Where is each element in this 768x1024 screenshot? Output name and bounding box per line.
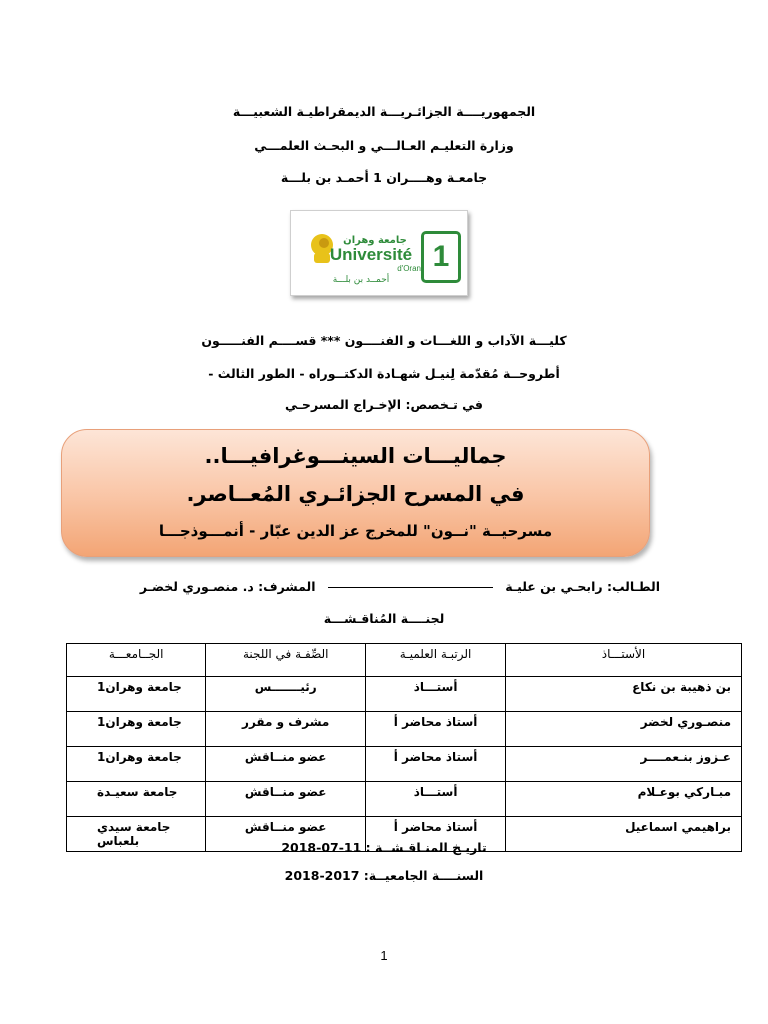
- cell-rank: أستاذ محاضر أ: [366, 712, 506, 747]
- cell-role: مشرف و مقرر: [206, 712, 366, 747]
- title-line-2: في المسرح الجزائـري المُعــاصر.: [186, 482, 525, 506]
- cell-university: جامعة وهران1: [67, 677, 206, 712]
- cell-role: عضو منــاقش: [206, 782, 366, 817]
- header-university: الجــامعـــة: [67, 644, 206, 677]
- table-row: [67, 677, 742, 712]
- cell-university: جامعة وهران1: [67, 747, 206, 782]
- table-row: [67, 747, 742, 782]
- logo-city: d'Oran: [397, 264, 421, 273]
- title-line-1: جماليـــات السينـــوغرافيـــا..: [204, 444, 507, 468]
- table-row: [67, 782, 742, 817]
- logo-founder-name: أحمــد بن بلـــة: [332, 275, 390, 285]
- thesis-title-box: [61, 429, 650, 557]
- header-rank: الرتبـة العلميـة: [366, 644, 506, 677]
- logo-arabic-name: جامعة وهران: [343, 235, 407, 246]
- student-supervisor-line: [100, 579, 660, 594]
- cell-university: جامعة سعيـدة: [67, 782, 206, 817]
- title-line-3: مسرحيــة "نــون" للمخرج عز الدين عبّار - أنمـــوذجـــا: [158, 522, 553, 540]
- cell-role: عضو منــاقش: [206, 747, 366, 782]
- specialty-line: في تـخصص: الإخـراج المسرحـي: [285, 397, 483, 412]
- logo-number: 1: [421, 231, 461, 283]
- student-name: رابحـي بن عليـة: [505, 579, 603, 594]
- committee-title: لجنــــة المُناقـشـــة: [323, 611, 445, 626]
- university-logo: [290, 210, 468, 296]
- academic-year: السنــــة الجامعيــة: 2017-2018: [284, 868, 484, 883]
- cell-rank: أستاذ محاضر أ: [366, 747, 506, 782]
- cell-rank: أستاذ محاضر أ: [366, 817, 506, 852]
- republic-line: الجمهوريــــة الجزائـريـــة الديمقراطيـة الشعبيـــة: [232, 104, 536, 119]
- page-number: 1: [380, 948, 388, 963]
- cell-university: جامعة سيدي بلعباس: [67, 817, 206, 852]
- cell-professor: مبـاركي بوعـلام: [506, 782, 742, 817]
- jury-table: [66, 643, 742, 852]
- faculty-line: كليـــة الآداب و اللغـــات و الفنــــون *** قســــم الفنـــــون: [201, 333, 567, 348]
- supervisor-label: المشرف:: [258, 579, 316, 594]
- university-line: جامعـة وهــــران 1 أحمـد بن بلـــة: [280, 170, 488, 185]
- jury-header-row: [67, 644, 742, 677]
- supervisor-name: د. منصـوري لخضـر: [139, 579, 254, 594]
- cell-university: جامعة وهران1: [67, 712, 206, 747]
- logo-latin-name: Université: [329, 245, 413, 264]
- cell-rank: أستـــاذ: [366, 782, 506, 817]
- defense-date: تاريـخ المنـاقـشــة : 11-07-2018: [281, 840, 487, 855]
- cell-role: عضو منــاقش: [206, 817, 366, 852]
- cell-professor: بن ذهيبة بن نكاع: [506, 677, 742, 712]
- cell-professor: براهيمي اسماعيل: [506, 817, 742, 852]
- header-role: الصِّفـة في اللجنة: [206, 644, 366, 677]
- cell-rank: أستـــاذ: [366, 677, 506, 712]
- cell-role: رئيـــــــس: [206, 677, 366, 712]
- ministry-line: وزارة التعليـم العـالـــي و البحـث العلمـــي: [254, 138, 514, 153]
- thesis-line: أطروحــة مُقدّمة لِنيـل شهـادة الدكتــوراه - الطور الثالث -: [208, 366, 560, 381]
- student-label: الطـالب:: [606, 579, 660, 594]
- header-professor: الأستـــاذ: [506, 644, 742, 677]
- cell-professor: منصـوري لخضر: [506, 712, 742, 747]
- table-row: [67, 712, 742, 747]
- cell-professor: عـزوز بنـعمــــر: [506, 747, 742, 782]
- separator-rule: [328, 587, 493, 588]
